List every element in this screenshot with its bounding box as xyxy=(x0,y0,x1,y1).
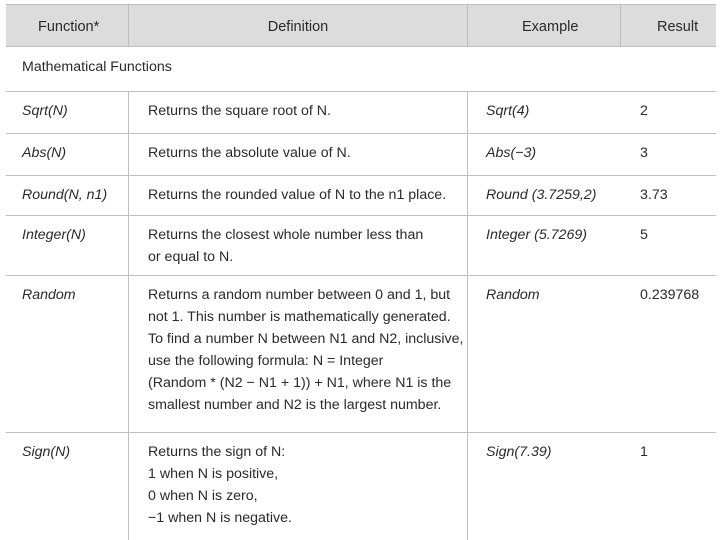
definition-line: To find a number N between N1 and N2, inclusive, xyxy=(148,331,464,347)
definition-line: or equal to N. xyxy=(148,249,234,265)
function-name: Sqrt(N) xyxy=(22,103,68,119)
table-row xyxy=(6,134,716,176)
definition-line: 1 when N is positive, xyxy=(148,466,279,482)
header-function: Function* xyxy=(38,19,100,35)
definition-line: −1 when N is negative. xyxy=(148,510,292,526)
table-row xyxy=(6,216,716,276)
example-cell: Sqrt(4) xyxy=(467,92,620,133)
definition-line: 0 when N is zero, xyxy=(148,488,258,504)
table-row xyxy=(6,176,716,216)
definition-line: Returns the square root of N. xyxy=(148,103,331,119)
definition-line: not 1. This number is mathematically generated. xyxy=(148,309,451,325)
definition-cell xyxy=(128,276,467,432)
definition-line: Returns the rounded value of N to the n1 place. xyxy=(148,187,447,203)
section-row xyxy=(6,47,716,92)
result-cell: 5 xyxy=(640,227,648,243)
definition-cell xyxy=(128,92,467,133)
definition-line: Returns the closest whole number less than xyxy=(148,227,424,243)
example-cell: Round (3.7259,2) xyxy=(467,176,620,215)
function-name: Sign(N) xyxy=(22,444,71,460)
header-result: Result xyxy=(620,5,716,46)
result-cell: 3 xyxy=(640,145,648,161)
definition-cell xyxy=(128,433,467,540)
header-definition: Definition xyxy=(128,5,467,46)
result-cell: 0.239768 xyxy=(640,287,700,303)
definition-line: Returns the sign of N: xyxy=(148,444,286,460)
result-cell: 3.73 xyxy=(640,187,668,203)
table-row xyxy=(6,92,716,134)
definition-line: smallest number and N2 is the largest number. xyxy=(148,397,442,413)
example-cell: Random xyxy=(467,276,620,432)
definition-cell xyxy=(128,176,467,215)
function-name: Integer(N) xyxy=(22,227,86,243)
example-cell: Sign(7.39) xyxy=(467,433,620,540)
example-cell: Abs(−3) xyxy=(467,134,620,175)
result-cell: 2 xyxy=(640,103,648,119)
table-row xyxy=(6,276,716,433)
function-name: Round(N, n1) xyxy=(22,187,108,203)
section-title: Mathematical Functions xyxy=(22,59,172,75)
definition-cell xyxy=(128,216,467,275)
table-header xyxy=(6,4,716,47)
function-name: Abs(N) xyxy=(22,145,67,161)
header-example: Example xyxy=(467,5,620,46)
function-name: Random xyxy=(22,287,76,303)
definition-cell xyxy=(128,134,467,175)
example-cell: Integer (5.7269) xyxy=(467,216,620,275)
definition-line: Returns the absolute value of N. xyxy=(148,145,351,161)
definition-line: use the following formula: N = Integer xyxy=(148,353,384,369)
table-row xyxy=(6,433,716,540)
definition-line: Returns a random number between 0 and 1, but xyxy=(148,287,451,303)
definition-line: (Random * (N2 − N1 + 1)) + N1, where N1 is the xyxy=(148,375,452,391)
result-cell: 1 xyxy=(640,444,648,460)
